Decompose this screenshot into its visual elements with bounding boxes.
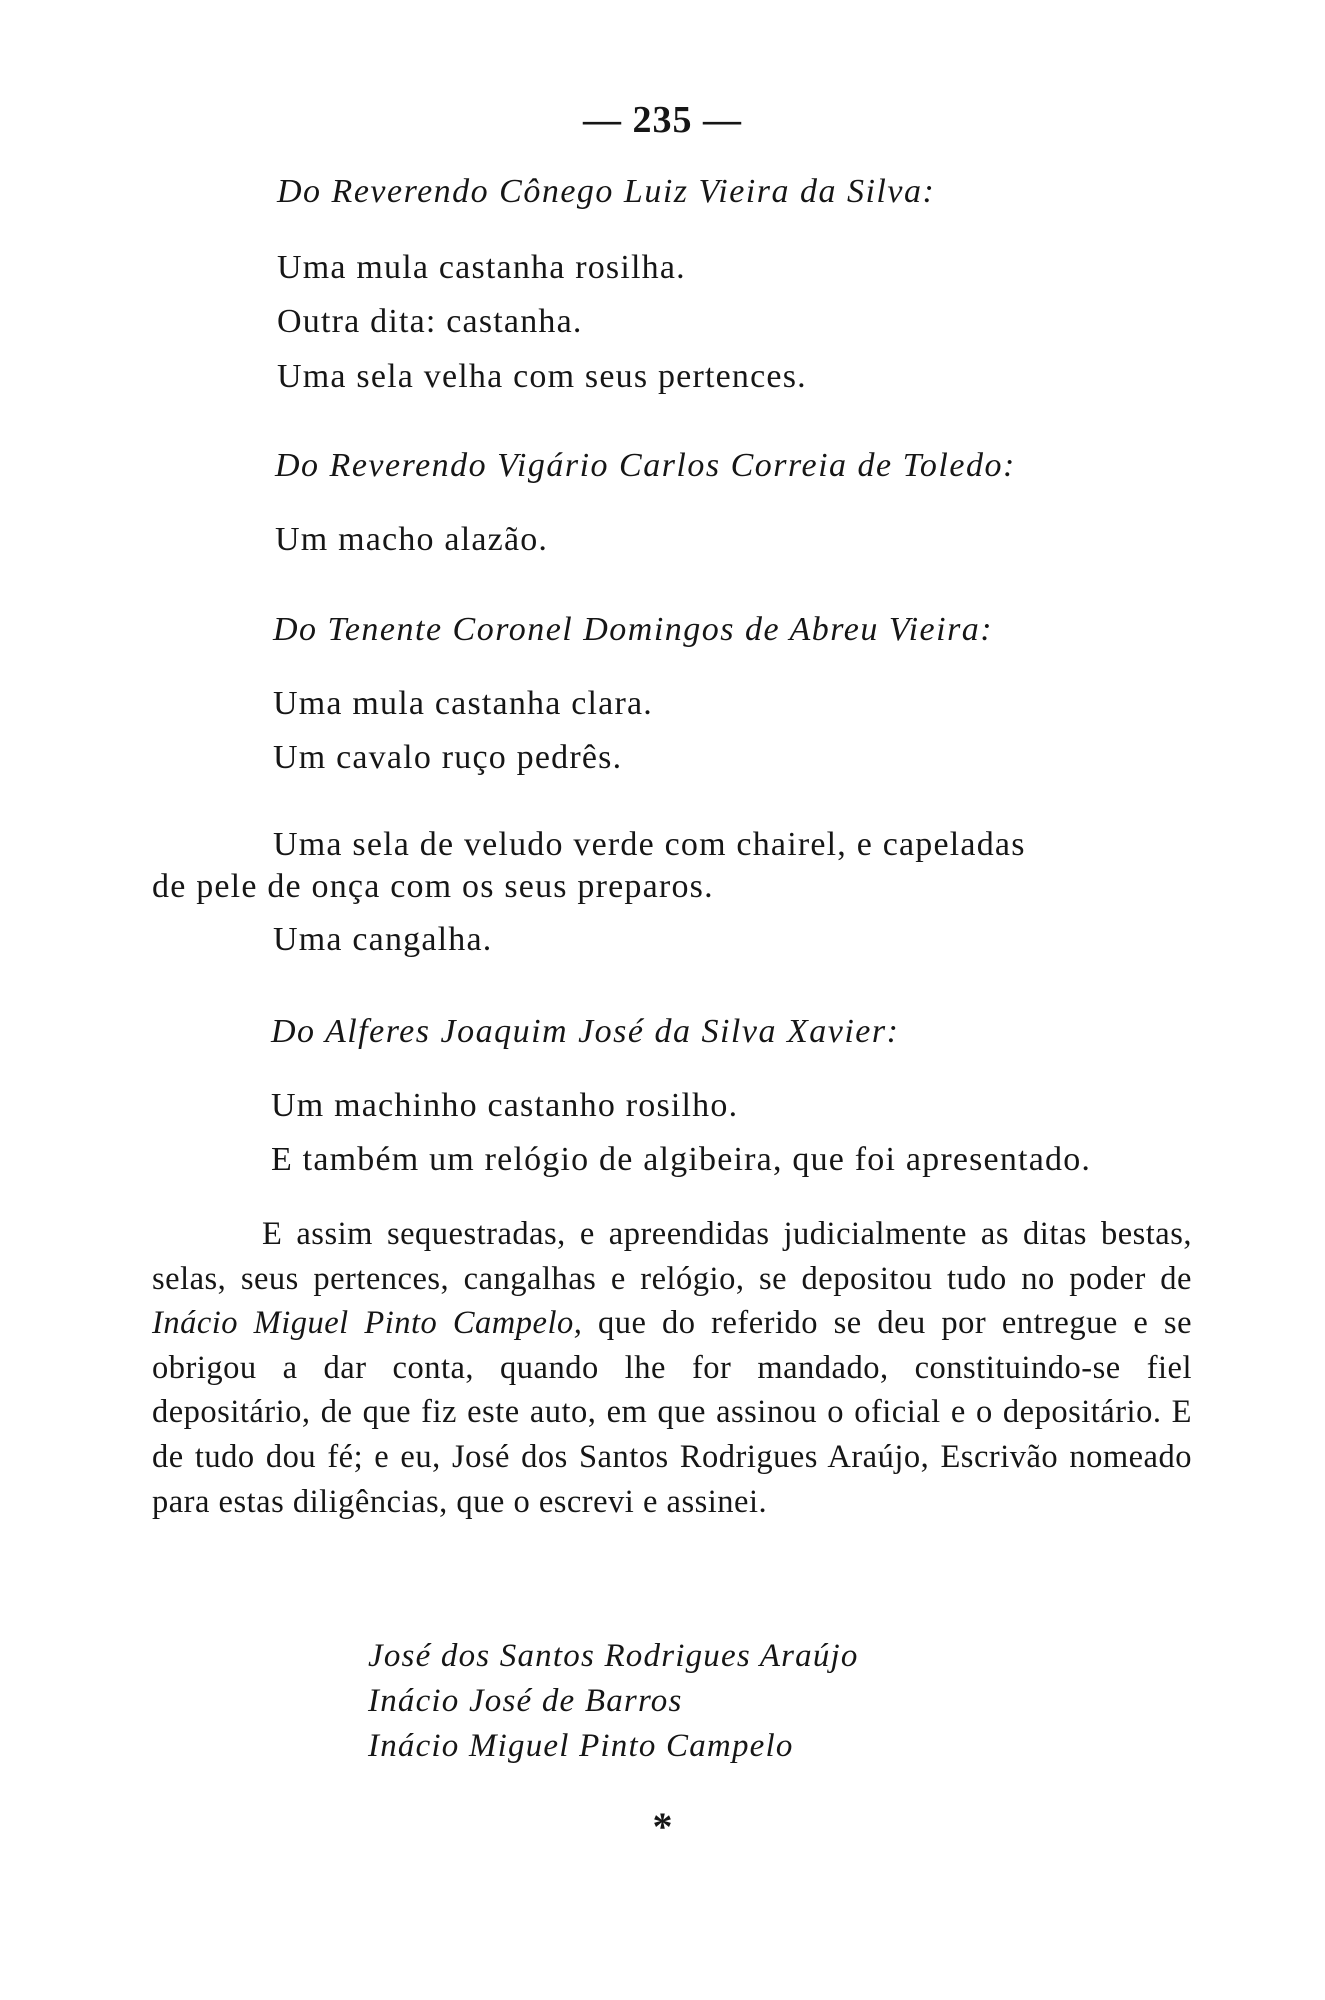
signature-line: Inácio José de Barros: [368, 1683, 683, 1719]
list-item: Uma mula castanha rosilha.: [277, 249, 686, 286]
depositary-name: Inácio Miguel Pinto Campelo,: [152, 1305, 583, 1342]
list-item: Outra dita: castanha.: [277, 303, 583, 340]
closing-paragraph-text: que do referido se deu por entregue e se obrigou a dar conta, quando lhe for mandado, constituindo-se fiel depositário, de que fiz este auto, em que assinou o oficial e o depositário. E de tudo dou fé; e eu, José dos Santos Rodrigues Araújo, Escrivão nomeado para estas diligências, que o escrevi e assinei.: [152, 1305, 1193, 1520]
page-number: — 235 —: [583, 99, 742, 141]
end-asterisk: *: [652, 1804, 673, 1849]
list-item: E também um relógio de algibeira, que foi apresentado.: [271, 1141, 1092, 1178]
paragraph-line: Uma sela de veludo verde com chairel, e capeladas: [273, 826, 1026, 863]
paragraph-line: de pele de onça com os seus preparos.: [152, 868, 714, 905]
list-item: Um cavalo ruço pedrês.: [273, 739, 623, 776]
signature-line: Inácio Miguel Pinto Campelo: [368, 1728, 794, 1764]
signature-line: José dos Santos Rodrigues Araújo: [368, 1638, 859, 1674]
section-heading-domingos-abreu: Do Tenente Coronel Domingos de Abreu Vieira:: [273, 611, 994, 648]
section-heading-luiz-vieira: Do Reverendo Cônego Luiz Vieira da Silva:: [277, 173, 936, 210]
section-heading-carlos-correia: Do Reverendo Vigário Carlos Correia de Toledo:: [275, 447, 1016, 484]
list-item: Um machinho castanho rosilho.: [271, 1087, 739, 1124]
list-item: Uma mula castanha clara.: [273, 685, 653, 722]
section-heading-joaquim-jose: Do Alferes Joaquim José da Silva Xavier:: [271, 1013, 900, 1050]
closing-paragraph-text: E assim sequestradas, e apreendidas judicialmente as ditas bestas, selas, seus pertences, cangalhas e relógio, se depositou tudo no poder de: [152, 1216, 1192, 1297]
list-item: Uma cangalha.: [273, 921, 493, 958]
list-item: Um macho alazão.: [275, 521, 549, 558]
list-item: Uma sela velha com seus pertences.: [277, 358, 807, 395]
closing-paragraph: [152, 1212, 1192, 1524]
